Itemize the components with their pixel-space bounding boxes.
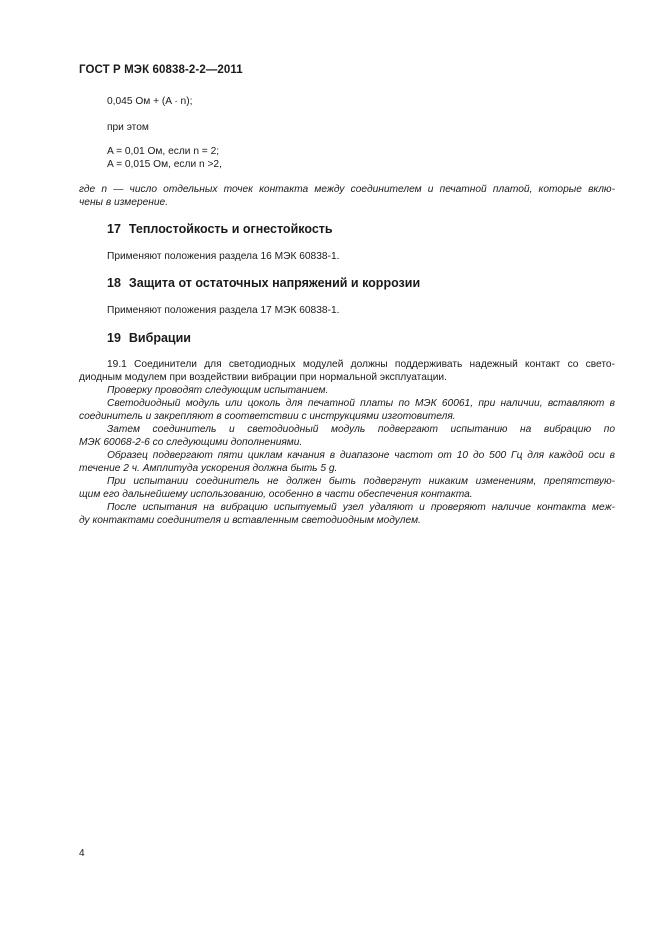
section-19-heading	[107, 331, 191, 345]
test-step-5-line-1: После испытания на вибрацию испытуемый узел удаляют и проверяют наличие контакта меж-	[107, 502, 615, 513]
section-number: 18	[107, 276, 121, 290]
formula-condition-1: A = 0,01 Ом, если n = 2;	[107, 146, 220, 157]
test-step-3-line-2: течение 2 ч. Амплитуда ускорения должна быть 5 g.	[79, 463, 338, 474]
test-step-1-line-1: Светодиодный модуль или цоколь для печатной платы по МЭК 60061, при наличии, вставляют в	[107, 398, 615, 409]
page-header: ГОСТ Р МЭК 60838-2-2—2011	[79, 64, 243, 76]
formula-where-label: при этом	[107, 122, 149, 133]
section-title: Вибрации	[128, 331, 191, 345]
test-step-2-line-2: МЭК 60068-2-6 со следующими дополнениями.	[79, 437, 303, 448]
test-step-4-line-2: щим его дальнейшему использованию, особенно в части обеспечения контакта.	[79, 489, 473, 500]
section-18-heading	[107, 276, 420, 290]
test-step-3-line-1: Образец подвергают пяти циклам качания в диапазоне частот от 10 до 500 Гц для каждой оси в	[107, 450, 615, 461]
formula-definition-line-1: где n — число отдельных точек контакта между соединителем и печатной платой, которые вклю-	[79, 184, 615, 195]
section-title: Теплостойкость и огнестойкость	[128, 222, 333, 236]
clause-19-1-line-1: 19.1 Соединители для светодиодных модулей должны поддерживать надежный контакт со свето-	[107, 359, 615, 370]
formula-main: 0,045 Ом + (A · n);	[107, 96, 193, 107]
clause-19-1-line-2: диодным модулем при воздействии вибрации при нормальной эксплуатации.	[79, 372, 447, 383]
section-number: 19	[107, 331, 121, 345]
section-number: 17	[107, 222, 121, 236]
formula-definition-line-2: чены в измерение.	[79, 197, 169, 208]
formula-condition-2: A = 0,015 Ом, если n >2,	[107, 159, 222, 170]
section-17-heading	[107, 222, 333, 236]
test-step-4-line-1: При испытании соединитель не должен быть подвергнут никаким изменениям, препятствую-	[107, 476, 615, 487]
section-17-text: Применяют положения раздела 16 МЭК 60838-1.	[107, 251, 340, 262]
test-step-2-line-1: Затем соединитель и светодиодный модуль подвергают испытанию на вибрацию по	[107, 424, 615, 435]
section-title: Защита от остаточных напряжений и коррозии	[128, 276, 421, 290]
test-step-5-line-2: ду контактами соединителя и вставленным светодиодным модулем.	[79, 515, 421, 526]
test-intro: Проверку проводят следующим испытанием.	[107, 385, 329, 396]
section-18-text: Применяют положения раздела 17 МЭК 60838-1.	[107, 305, 340, 316]
test-step-1-line-2: соединитель и закрепляют в соответствии с инструкциями изготовителя.	[79, 411, 456, 422]
page-number: 4	[79, 848, 85, 859]
